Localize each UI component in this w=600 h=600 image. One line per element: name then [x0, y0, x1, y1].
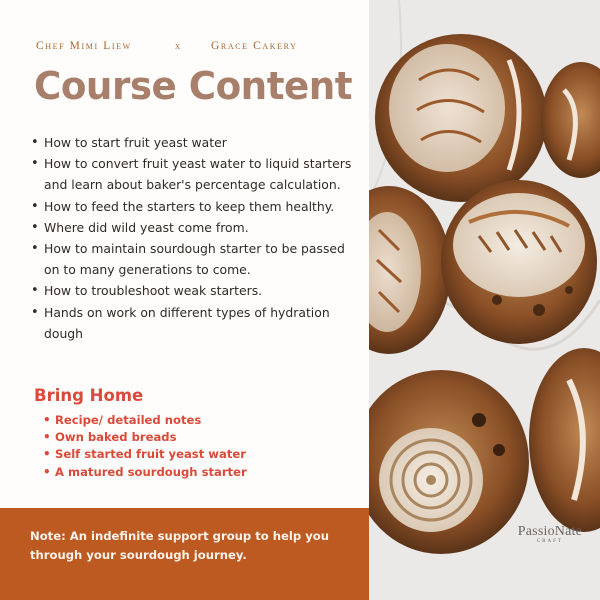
collab-separator: x — [175, 40, 182, 52]
sourdough-loaves-illustration — [369, 0, 600, 600]
list-item: • Own baked breads — [42, 429, 247, 446]
list-item: • How to feed the starters to keep them healthy. — [30, 196, 360, 217]
list-item: • Recipe/ detailed notes — [42, 412, 247, 429]
list-item: • How to convert fruit yeast water to liquid starters and learn about baker's percentage calculation. — [30, 153, 360, 195]
brand-name: Grace Cakery — [211, 40, 298, 52]
photo-brand-logo — [518, 524, 582, 544]
photo-brand-sub: CRAFT — [536, 539, 563, 544]
page-title: Course Content — [34, 64, 353, 108]
loaf-center-right — [441, 180, 597, 344]
list-item: • How to troubleshoot weak starters. — [30, 280, 360, 301]
note-banner — [0, 508, 369, 600]
list-item: • Hands on work on different types of hydration dough — [30, 302, 360, 344]
list-item: • How to start fruit yeast water — [30, 132, 360, 153]
loaf-top — [375, 34, 547, 202]
bring-home-list — [42, 412, 247, 481]
list-item: • Where did wild yeast come from. — [30, 217, 360, 238]
list-item: • How to maintain sourdough starter to be passed on to many generations to come. — [30, 238, 360, 280]
header-credits — [36, 40, 357, 52]
bring-home-heading: Bring Home — [34, 386, 144, 405]
list-item: • A matured sourdough starter — [42, 464, 247, 481]
photo-brand-name: PassioNate — [517, 524, 582, 539]
chef-name: Chef Mimi Liew — [36, 40, 132, 52]
note-text: Note: An indefinite support group to help you through your sourdough journey. — [30, 529, 329, 562]
bread-photo — [369, 0, 600, 600]
list-item: • Self started fruit yeast water — [42, 446, 247, 463]
course-content-list — [30, 132, 360, 344]
